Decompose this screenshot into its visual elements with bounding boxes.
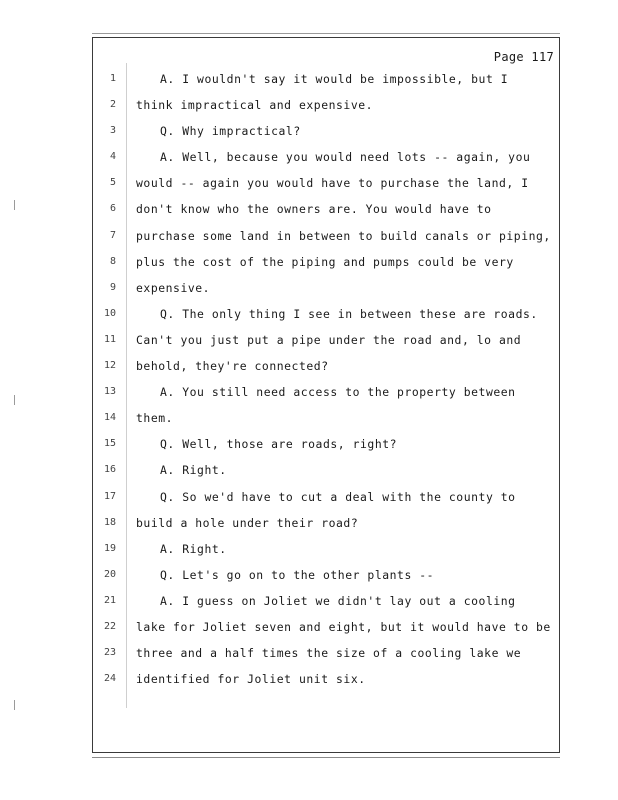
line-number: 21 [103, 594, 116, 606]
line-text: lake for Joliet seven and eight, but it would have to be [136, 619, 551, 634]
transcript-line [92, 118, 560, 144]
transcript-line [92, 196, 560, 222]
line-number: 19 [103, 542, 116, 554]
line-number: 7 [109, 229, 116, 241]
line-text: A. Well, because you would need lots -- again, you [160, 150, 531, 165]
transcript-line [92, 223, 560, 249]
line-text: A. Right. [160, 463, 227, 478]
transcript-line [92, 92, 560, 118]
transcript-line [92, 66, 560, 92]
line-number: 17 [103, 490, 116, 502]
line-number: 3 [109, 125, 116, 137]
line-text: plus the cost of the piping and pumps could be very [136, 254, 514, 269]
line-text: A. I wouldn't say it would be impossible, but I [160, 72, 509, 86]
line-text: Q. Let's go on to the other plants -- [160, 567, 435, 582]
transcript-line [92, 640, 560, 666]
line-text: Q. The only thing I see in between these are roads. [160, 306, 538, 321]
line-number: 6 [109, 203, 116, 215]
line-number: 18 [103, 516, 116, 528]
line-text: would -- again you would have to purchase the land, I [136, 176, 529, 191]
line-number: 2 [109, 99, 116, 111]
line-text: behold, they're connected? [136, 359, 329, 374]
line-text: purchase some land in between to build canals or piping, [136, 228, 551, 243]
line-text: don't know who the owners are. You would have to [136, 202, 492, 217]
transcript-line [92, 301, 560, 327]
line-number: 15 [103, 438, 116, 450]
binder-hole-mark [14, 395, 21, 405]
transcript-line [92, 614, 560, 640]
line-text: Q. So we'd have to cut a deal with the county to [160, 489, 516, 504]
transcript-line [92, 588, 560, 614]
line-number: 8 [109, 255, 116, 267]
transcript-line [92, 170, 560, 196]
line-number: 1 [109, 73, 116, 84]
line-number: 23 [103, 647, 116, 659]
line-number: 22 [103, 620, 116, 632]
line-number: 24 [103, 673, 116, 685]
line-number: 20 [103, 568, 116, 580]
line-text: them. [136, 411, 174, 426]
transcript-line [92, 379, 560, 405]
bottom-rule [92, 757, 560, 758]
line-text: build a hole under their road? [136, 515, 359, 530]
line-text: three and a half times the size of a cooling lake we [136, 646, 522, 661]
transcript-line [92, 275, 560, 301]
line-number: 14 [103, 412, 116, 424]
line-number: 13 [103, 386, 116, 398]
top-rule [92, 33, 560, 34]
transcript-line [92, 510, 560, 536]
transcript-line [92, 249, 560, 275]
transcript-line [92, 484, 560, 510]
line-number: 9 [109, 281, 116, 293]
line-text: A. I guess on Joliet we didn't lay out a cooling [160, 593, 516, 608]
line-text: identified for Joliet unit six. [136, 672, 366, 687]
line-text: Can't you just put a pipe under the road and, lo and [136, 332, 522, 347]
transcript-line [92, 457, 560, 483]
line-text: expensive. [136, 280, 211, 295]
line-number: 12 [103, 360, 116, 372]
line-text: think impractical and expensive. [136, 98, 374, 113]
line-text: A. You still need access to the property between [160, 385, 516, 400]
line-number: 4 [109, 151, 116, 163]
line-number: 10 [103, 307, 116, 319]
transcript-line [92, 405, 560, 431]
line-text: A. Right. [160, 541, 227, 556]
line-number: 5 [109, 177, 116, 189]
transcript-lines [92, 66, 560, 692]
line-number: 16 [103, 464, 116, 476]
binder-hole-mark [14, 200, 21, 210]
transcript-line [92, 353, 560, 379]
transcript-line [92, 666, 560, 692]
transcript-line [92, 144, 560, 170]
line-text: Q. Why impractical? [160, 124, 301, 139]
transcript-line [92, 536, 560, 562]
transcript-line [92, 327, 560, 353]
transcript-line [92, 562, 560, 588]
binder-hole-mark [14, 700, 21, 710]
line-number: 11 [103, 333, 116, 345]
line-text: Q. Well, those are roads, right? [160, 437, 398, 452]
transcript-line [92, 431, 560, 457]
page-number-header: Page 117 [493, 50, 554, 64]
